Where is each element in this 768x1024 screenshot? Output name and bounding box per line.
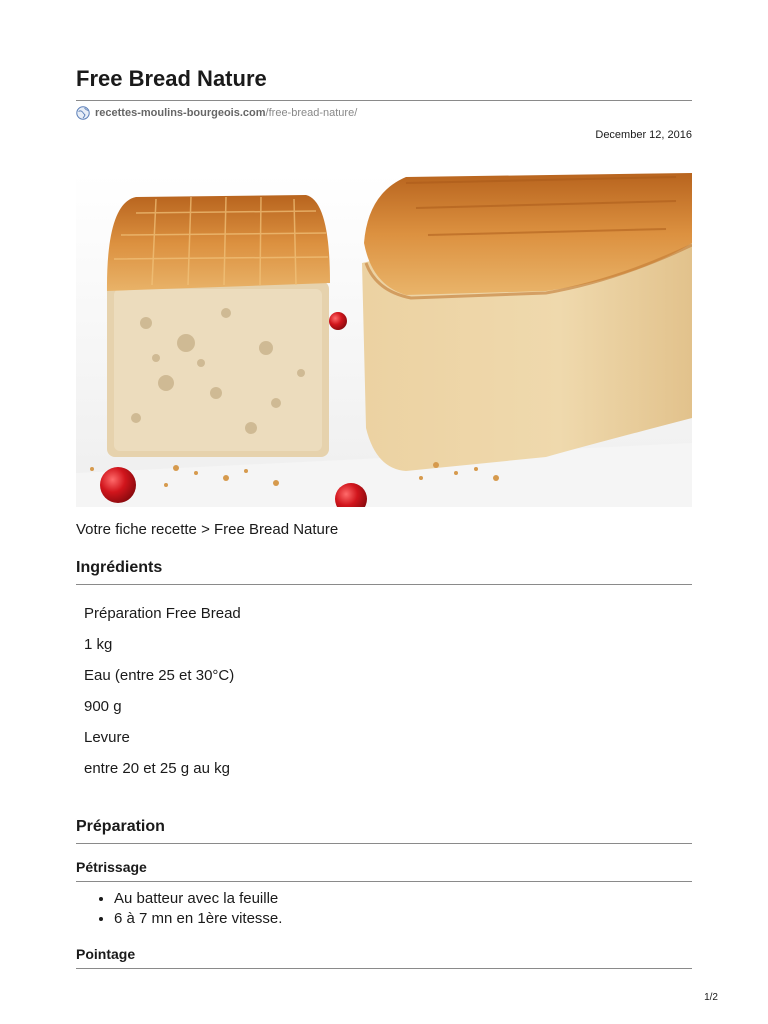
- petrissage-divider: [76, 881, 692, 882]
- breadcrumb: Votre fiche recette > Free Bread Nature: [76, 521, 339, 538]
- ingredient-line: 900 g: [84, 698, 122, 715]
- ingredient-line: Préparation Free Bread: [84, 605, 241, 622]
- list-item: • Au batteur avec la feuille: [114, 889, 282, 909]
- ingredients-divider: [76, 584, 692, 585]
- source-path[interactable]: /free-bread-nature/: [265, 107, 358, 119]
- source-domain[interactable]: recettes-moulins-bourgeois.com: [95, 107, 266, 119]
- preparation-heading: Préparation: [76, 818, 165, 835]
- petrissage-steps: [76, 889, 282, 929]
- pointage-heading: Pointage: [76, 946, 136, 962]
- ingredients-heading: Ingrédients: [76, 559, 163, 576]
- source-link[interactable]: [76, 106, 357, 120]
- preparation-divider: [76, 843, 692, 844]
- pointage-divider: [76, 968, 692, 969]
- page-number: 1/2: [704, 992, 718, 1003]
- ingredient-line: Levure: [84, 729, 130, 746]
- page-title: Free Bread Nature: [76, 66, 267, 91]
- petrissage-heading: Pétrissage: [76, 859, 147, 875]
- list-item: • 6 à 7 mn en 1ère vitesse.: [114, 909, 282, 929]
- title-divider: [76, 100, 692, 101]
- ingredient-line: 1 kg: [84, 636, 113, 653]
- bread-photo: [76, 173, 692, 507]
- ingredient-line: Eau (entre 25 et 30°C): [84, 667, 235, 684]
- publish-date: December 12, 2016: [595, 129, 692, 141]
- ingredient-line: entre 20 et 25 g au kg: [84, 760, 230, 777]
- globe-icon: [76, 106, 90, 120]
